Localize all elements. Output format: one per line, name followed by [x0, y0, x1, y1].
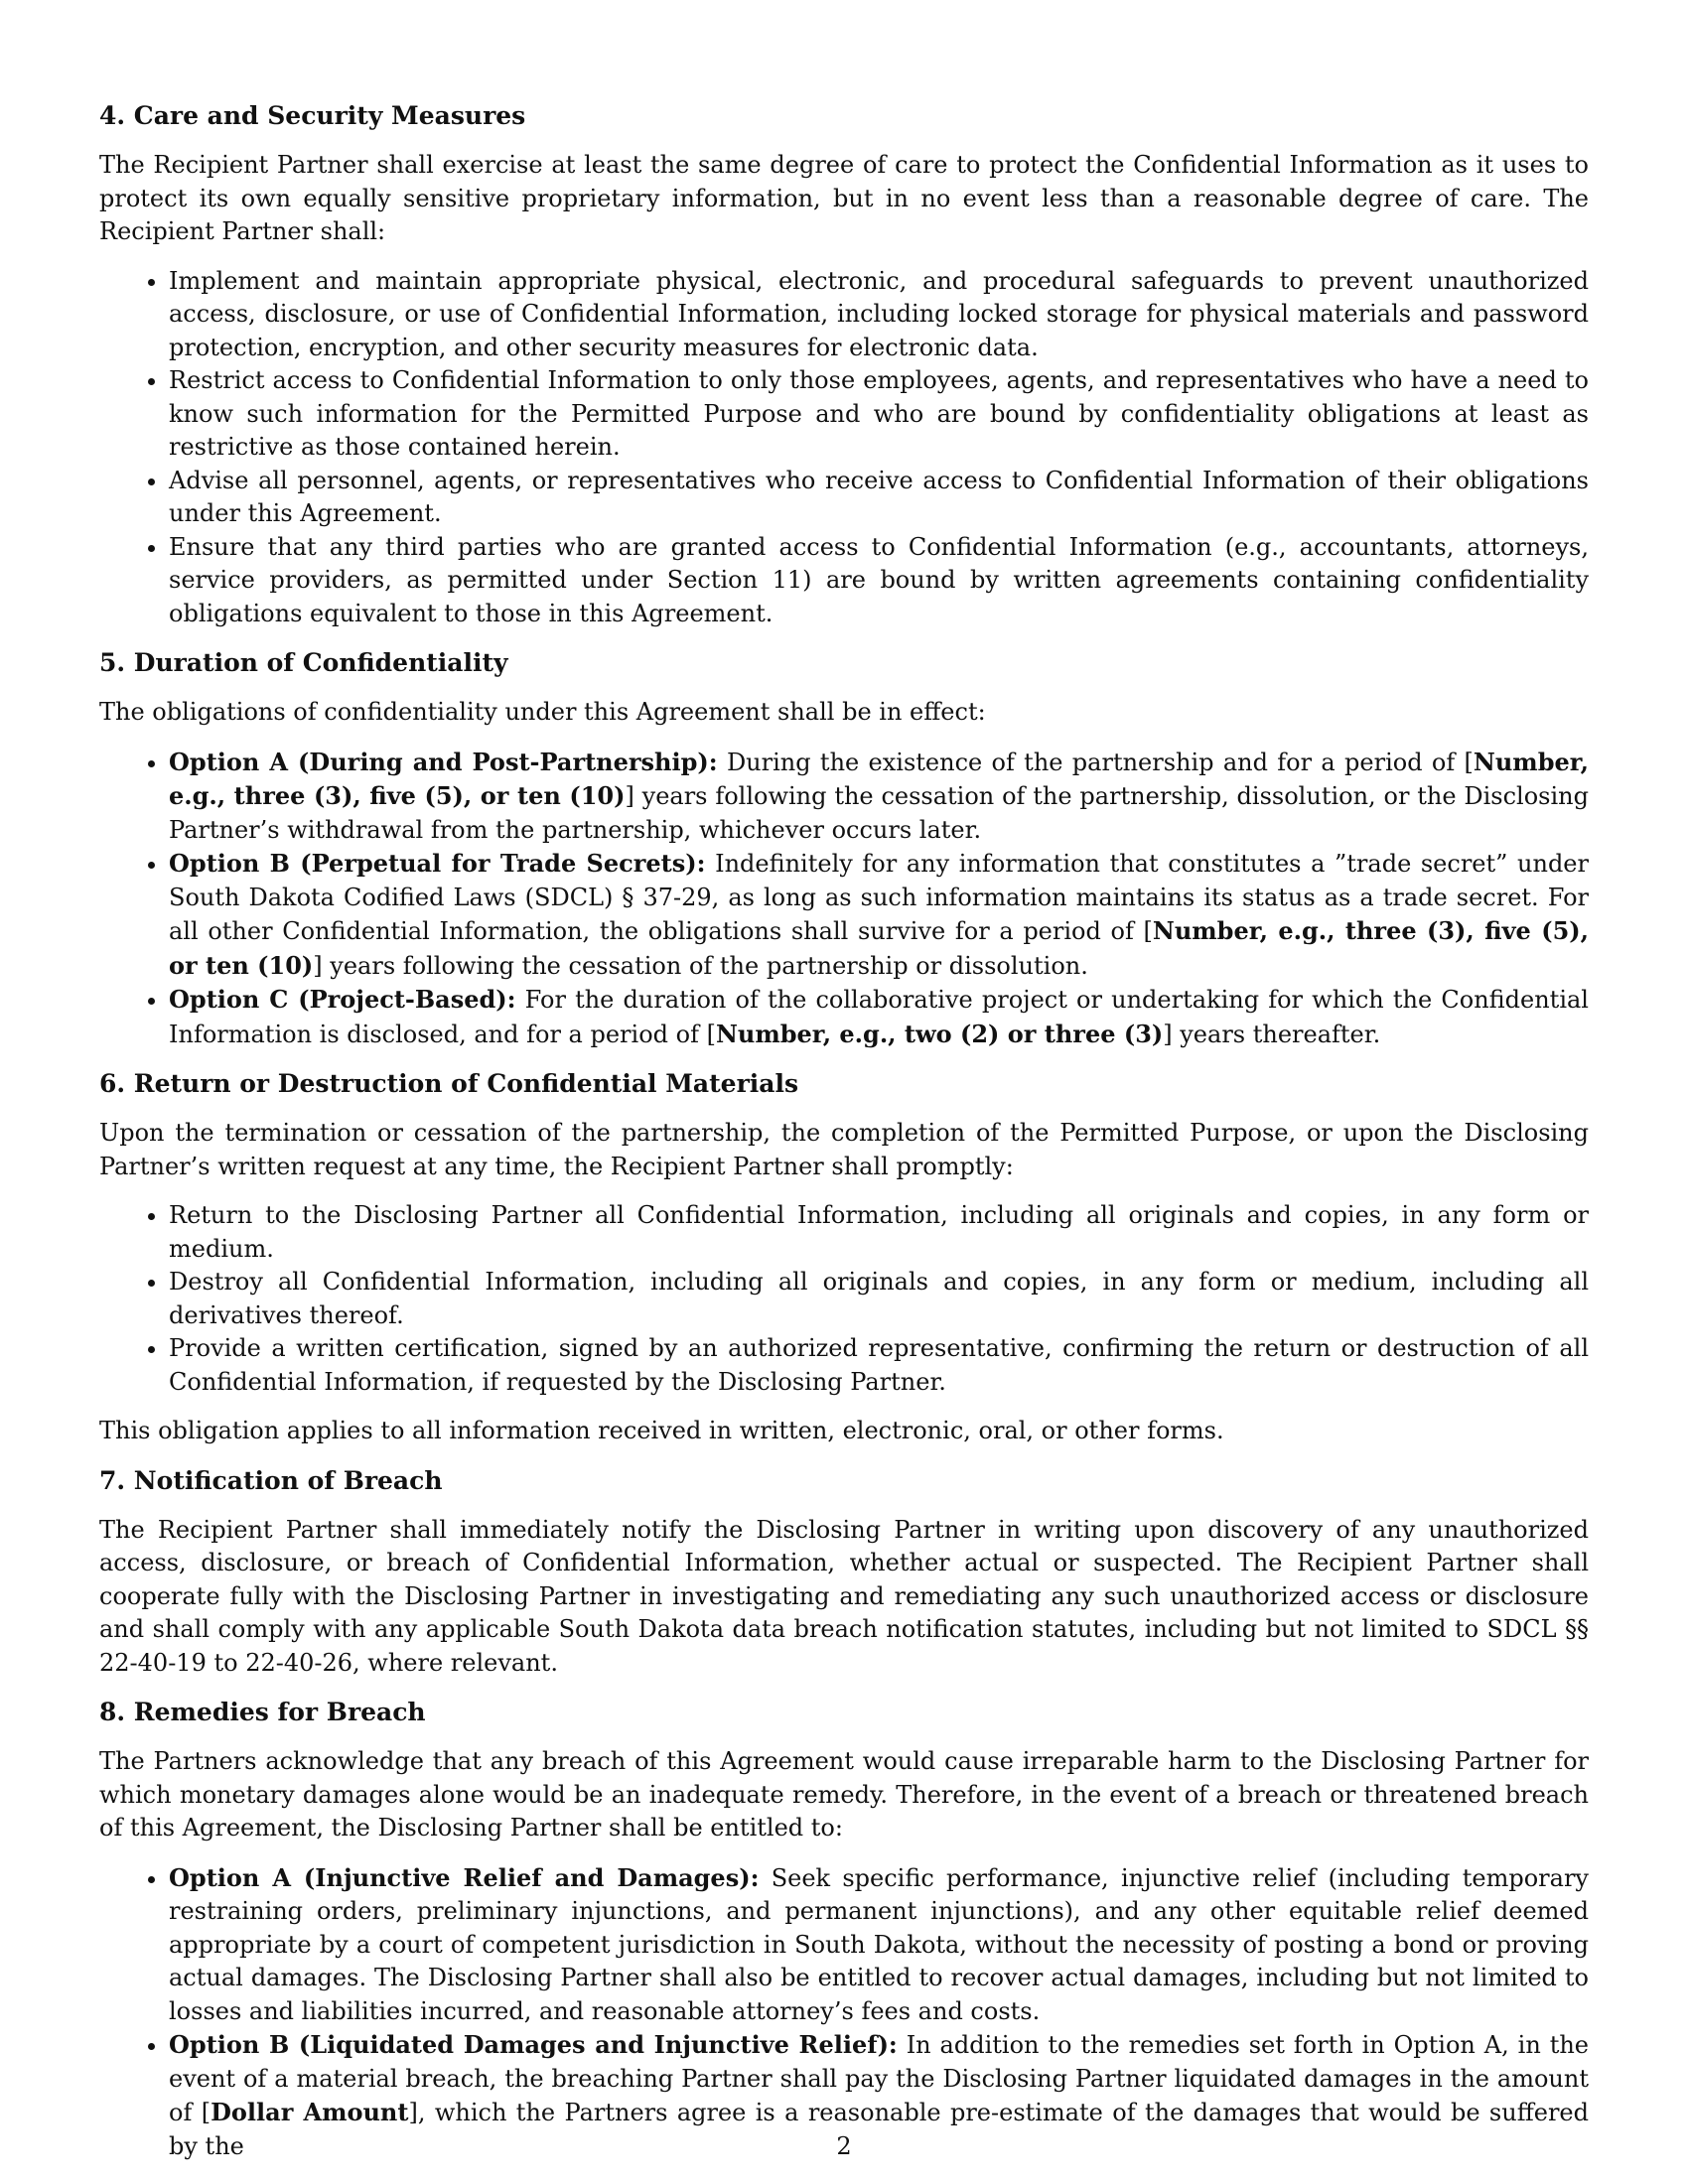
page-number: 2	[836, 2132, 852, 2160]
section-heading: 5. Duration of Confidentiality	[99, 648, 508, 677]
list-item-text: Indefinitely for any information that constitutes a ”trade secret” under South Dakota Codified Laws (SDCL) § 37-29, as long as such information maintains its status as a trade secret. For all other Confidential Information, the obligations shall survive for a period of [Number, e.g., three (3), five (5), or ten (10)] years following the cessation of the partnership or dissolution.	[169, 850, 1589, 980]
bullet-list	[99, 265, 1589, 631]
list-item-text: Seek specific performance, injunctive relief (including temporary restraining orders, preliminary injunctions, and permanent injunctions), and any other equitable relief deemed appropriate by a court of competent jurisdiction in South Dakota, without the necessity of posting a bond or proving actual damages. The Disclosing Partner shall also be entitled to recover actual damages, including but not limited to losses and liabilities incurred, and reasonable attorney’s fees and costs.	[169, 1863, 1589, 2025]
list-item	[169, 746, 1589, 848]
option-label: Option A (Injunctive Relief and Damages):	[169, 1862, 760, 1892]
list-item-text: In addition to the remedies set forth in Option A, in the event of a material breach, the breaching Partner shall pay the Disclosing Partner liquidated damages in the amount of [Dollar Amount], which the Partners agree is a reasonable pre-estimate of the damages that would be suffered by the	[169, 2031, 1589, 2160]
section-paragraph: The Recipient Partner shall immediately notify the Disclosing Partner in writing upon discovery of any unauthorized access, disclosure, or breach of Confidential Information, whether actual or suspected. The Recipient Partner shall cooperate fully with the Disclosing Partner in investigating and remediating any such unauthorized access or disclosure and shall comply with any applicable South Dakota data breach notification statutes, including but not limited to SDCL §§ 22-40-19 to 22-40-26, where relevant.	[99, 1515, 1589, 1677]
list-item-text: During the existence of the partnership and for a period of [Number, e.g., three (3), five (5), or ten (10)] years following the cessation of the partnership, dissolution, or the Disclosing Partner’s withdrawal from the partnership, whichever occurs later.	[169, 747, 1589, 844]
list-item-text: Advise all personnel, agents, or representatives who receive access to Confidential Information of their obligations under this Agreement.	[169, 466, 1589, 527]
list-item	[169, 1332, 1589, 1399]
bullet-list	[99, 746, 1589, 1052]
list-item-text: Implement and maintain appropriate physical, electronic, and procedural safeguards to prevent unauthorized access, disclosure, or use of Confidential Information, including locked storage for physical materials and password protection, encryption, and other security measures for electronic data.	[169, 266, 1589, 361]
list-item-text: Ensure that any third parties who are granted access to Confidential Information (e.g., accountants, attorneys, service providers, as permitted under Section 11) are bound by written agreements containing confidentiality obligations equivalent to those in this Agreement.	[169, 532, 1589, 627]
section-heading: 8. Remedies for Breach	[99, 1698, 426, 1726]
option-label: Option B (Liquidated Damages and Injunctive Relief):	[169, 2030, 898, 2059]
section-heading: 7. Notification of Breach	[99, 1465, 443, 1495]
list-item-text: Restrict access to Confidential Information to only those employees, agents, and representatives who have a need to know such information for the Permitted Purpose and who are bound by confidentiality obligations at least as restrictive as those contained herein.	[169, 366, 1589, 461]
list-item	[169, 983, 1589, 1051]
list-item	[169, 265, 1589, 365]
list-item	[169, 465, 1589, 531]
section-paragraph: This obligation applies to all information received in written, electronic, oral, or other forms.	[99, 1417, 1224, 1444]
list-item	[169, 1266, 1589, 1332]
list-item	[169, 1199, 1589, 1266]
list-item-text: For the duration of the collaborative project or undertaking for which the Confidential Information is disclosed, and for a period of [Number, e.g., two (2) or three (3)] years thereafter.	[169, 986, 1589, 1048]
section-paragraph: The obligations of confidentiality under this Agreement shall be in effect:	[99, 698, 986, 726]
list-item-text: Provide a written certification, signed by an authorized representative, confirming the return or destruction of all Confidential Information, if requested by the Disclosing Partner.	[169, 1334, 1589, 1396]
option-label: Option A (During and Post-Partnership):	[169, 747, 718, 776]
list-item	[169, 847, 1589, 983]
option-label: Option C (Project-Based):	[169, 985, 516, 1014]
section-heading: 6. Return or Destruction of Confidential Materials	[99, 1069, 799, 1098]
list-item-text: Return to the Disclosing Partner all Confidential Information, including all originals and copies, in any form or medium.	[169, 1201, 1589, 1263]
list-item	[169, 531, 1589, 631]
section-paragraph: The Partners acknowledge that any breach of this Agreement would cause irreparable harm to the Disclosing Partner for which monetary damages alone would be an inadequate remedy. Therefore, in the event of a breach or threatened breach of this Agreement, the Disclosing Partner shall be entitled to:	[99, 1747, 1589, 1842]
list-item	[169, 1861, 1589, 2029]
section-heading: 4. Care and Security Measures	[99, 101, 526, 130]
document-body	[99, 99, 1589, 2179]
option-label: Option B (Perpetual for Trade Secrets):	[169, 849, 706, 878]
bullet-list	[99, 1199, 1589, 1399]
list-item-text: Destroy all Confidential Information, including all originals and copies, in any form or medium, including all derivatives thereof.	[169, 1268, 1589, 1329]
bullet-list	[99, 1861, 1589, 2164]
section-paragraph: The Recipient Partner shall exercise at least the same degree of care to protect the Confidential Information as it uses to protect its own equally sensitive proprietary information, but in no event less than a reasonable degree of care. The Recipient Partner shall:	[99, 151, 1589, 245]
list-item	[169, 364, 1589, 465]
section-paragraph: Upon the termination or cessation of the partnership, the completion of the Permitted Purpose, or upon the Disclosing Partner’s written request at any time, the Recipient Partner shall promptly:	[99, 1119, 1589, 1180]
